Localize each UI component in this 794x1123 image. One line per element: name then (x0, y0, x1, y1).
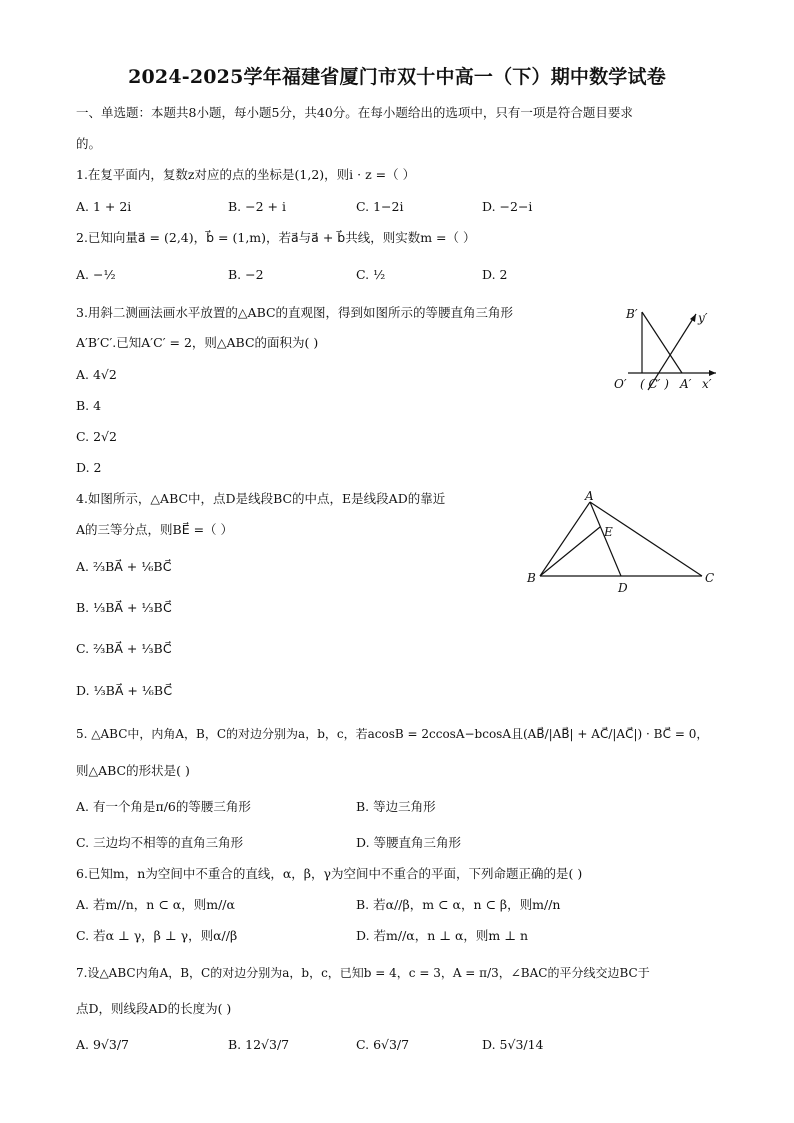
label-x-prime: x′ (702, 377, 712, 391)
question-1-option-c: C. 1−2i (356, 199, 404, 214)
question-4-option-b: B. ⅓BA⃗ + ⅓BC⃗ (76, 600, 172, 615)
question-4-stem-line1: 4.如图所示，△ABC中，点D是线段BC的中点，E是线段AD的靠近 (76, 491, 446, 506)
question-4-stem-line2: A的三等分点，则BE⃗ =（ ） (76, 522, 234, 537)
label-e: E (604, 525, 613, 539)
question-6-option-d: D. 若m//α，n ⊥ α，则m ⊥ n (356, 928, 529, 943)
question-3-stem-line1: 3.用斜二测画法画水平放置的△ABC的直观图，得到如图所示的等腰直角三角形 (76, 305, 514, 320)
question-3-option-a: A. 4√2 (76, 367, 117, 382)
question-5-option-a: A. 有一个角是π/6的等腰三角形 (76, 799, 251, 814)
label-a: A (585, 490, 594, 503)
oblique-projection-figure (608, 300, 728, 405)
question-5-option-b: B. 等边三角形 (356, 799, 436, 814)
question-2-stem: 2.已知向量a⃗ = (2,4)，b⃗ = (1,m)，若a⃗与a⃗ + b⃗共线，则实数m =（ ） (76, 230, 476, 245)
label-o-prime: O′ (614, 377, 627, 391)
question-2-option-b: B. −2 (228, 267, 264, 282)
label-y-prime: y′ (698, 311, 708, 325)
question-2-option-d: D. 2 (482, 267, 508, 282)
question-7-option-a: A. 9√3/7 (76, 1037, 130, 1052)
page-title: 2024-2025学年福建省厦门市双十中高一（下）期中数学试卷 (128, 66, 666, 88)
question-5-stem-line1: 5. △ABC中，内角A，B，C的对边分别为a，b，c，若acosB = 2ccosA−bcosA且(AB⃗/|AB⃗| + AC⃗/|AC⃗|) · BC⃗ = 0， (76, 727, 709, 741)
question-7-option-c: C. 6√3/7 (356, 1037, 410, 1052)
side-b-a (642, 312, 682, 373)
segment-ad (590, 502, 621, 576)
question-2-option-c: C. ½ (356, 267, 386, 282)
side-ab (540, 502, 590, 576)
label-c-prime: ( C′ ) (640, 377, 669, 391)
question-7-stem-line2: 点D，则线段AD的长度为( ) (76, 1001, 232, 1016)
question-7-option-b: B. 12√3/7 (228, 1037, 290, 1052)
question-7-option-d: D. 5√3/14 (482, 1037, 544, 1052)
question-5-option-c: C. 三边均不相等的直角三角形 (76, 835, 244, 850)
label-a-prime: A′ (680, 377, 692, 391)
question-3-option-b: B. 4 (76, 398, 102, 413)
question-5-stem-line2: 则△ABC的形状是( ) (76, 763, 190, 778)
question-1-stem: 1.在复平面内，复数z对应的点的坐标是(1,2)，则i · z =（ ） (76, 167, 416, 182)
section-header-cont: 的。 (76, 136, 102, 151)
question-6-option-c: C. 若α ⊥ γ，β ⊥ γ，则α//β (76, 928, 238, 943)
question-6-option-a: A. 若m//n，n ⊂ α，则m//α (76, 897, 235, 912)
question-4-option-d: D. ⅓BA⃗ + ⅙BC⃗ (76, 683, 173, 698)
triangle-abc-figure (520, 490, 720, 600)
question-3-stem-line2: A′B′C′.已知A′C′ = 2，则△ABC的面积为( ) (76, 335, 319, 350)
question-6-option-b: B. 若α//β，m ⊂ α，n ⊂ β，则m//n (356, 897, 561, 912)
y-axis-arrow-icon (690, 314, 696, 322)
question-6-stem: 6.已知m，n为空间中不重合的直线，α，β，γ为空间中不重合的平面，下列命题正确的是( ) (76, 866, 583, 881)
question-1-option-a: A. 1 + 2i (76, 199, 132, 214)
question-1-option-d: D. −2−i (482, 199, 533, 214)
question-7-stem-line1: 7.设△ABC内角A，B，C的对边分别为a，b，c，已知b = 4，c = 3，A = π/3，∠BAC的平分线交边BC于 (76, 966, 650, 980)
question-3-option-c: C. 2√2 (76, 429, 117, 444)
question-3-option-d: D. 2 (76, 460, 102, 475)
x-axis-arrow-icon (709, 370, 716, 376)
question-1-option-b: B. −2 + i (228, 199, 286, 214)
section-header: 一、单选题：本题共8小题，每小题5分，共40分。在每小题给出的选项中，只有一项是符合题目要求 (76, 105, 633, 120)
side-ac (590, 502, 702, 576)
question-4-option-a: A. ⅔BA⃗ + ⅙BC⃗ (76, 559, 172, 574)
question-4-option-c: C. ⅔BA⃗ + ⅓BC⃗ (76, 641, 172, 656)
label-c: C (705, 571, 715, 585)
question-2-option-a: A. −½ (76, 267, 116, 282)
segment-be (540, 527, 600, 576)
label-b: B (527, 571, 536, 585)
question-5-option-d: D. 等腰直角三角形 (356, 835, 462, 850)
label-d: D (618, 581, 628, 595)
label-b-prime: B′ (626, 307, 638, 321)
